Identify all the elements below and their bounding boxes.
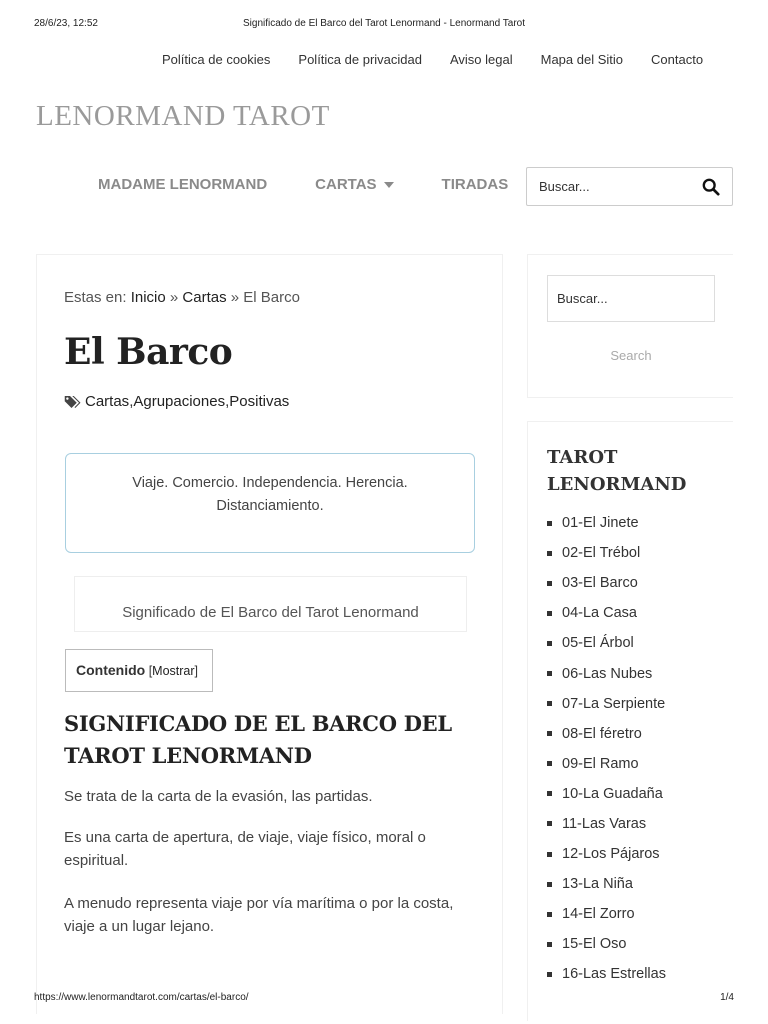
site-logo[interactable]: LENORMAND TAROT — [36, 100, 330, 132]
card-list — [547, 508, 666, 990]
nav-cartas[interactable] — [315, 176, 393, 193]
card-link[interactable]: 06-Las Nubes — [562, 665, 653, 682]
list-item — [547, 929, 666, 959]
nav-label: CARTAS — [315, 176, 377, 193]
top-links — [148, 52, 717, 67]
print-url: https://www.lenormandtarot.com/cartas/el-barco/ — [34, 992, 249, 1003]
link-privacy-policy[interactable]: Política de privacidad — [298, 52, 422, 67]
card-link[interactable]: 02-El Trébol — [562, 545, 641, 562]
main-nav — [74, 176, 532, 193]
list-item — [547, 959, 666, 989]
list-item — [547, 899, 666, 929]
card-link[interactable]: 14-El Zorro — [562, 906, 635, 923]
page-title: El Barco — [64, 331, 233, 373]
toc-bracket: [ — [145, 664, 153, 678]
link-legal-notice[interactable]: Aviso legal — [449, 52, 513, 67]
nav-madame-lenormand[interactable] — [98, 176, 267, 193]
paragraph: Se trata de la carta de la evasión, las partidas. — [64, 788, 373, 805]
card-link[interactable]: 16-Las Estrellas — [562, 966, 666, 983]
card-link[interactable]: 07-La Serpiente — [562, 695, 666, 712]
summary-box: Viaje. Comercio. Independencia. Herencia. Distanciamiento. — [65, 453, 475, 553]
bullet-icon — [547, 611, 552, 616]
link-contact[interactable]: Contacto — [651, 52, 704, 67]
paragraph: A menudo representa viaje por vía marítima o por la costa, viaje a un lugar lejano. — [64, 895, 454, 935]
main-content — [36, 254, 503, 1014]
sidebar-tarot-widget — [527, 421, 733, 1021]
card-link[interactable]: 10-La Guadaña — [562, 785, 663, 802]
widget-title: TAROT LENORMAND — [547, 447, 687, 495]
tag-link[interactable]: Positivas — [229, 393, 290, 410]
card-link[interactable]: 15-El Oso — [562, 936, 627, 953]
card-link[interactable]: 09-El Ramo — [562, 755, 639, 772]
link-sitemap[interactable]: Mapa del Sitio — [540, 52, 624, 67]
list-item — [547, 568, 666, 598]
list-item — [547, 809, 666, 839]
nav-tiradas[interactable] — [442, 176, 509, 193]
sidebar-search-button[interactable]: Search — [610, 348, 652, 363]
sidebar-search-input[interactable] — [547, 275, 715, 322]
subtitle-box: Significado de El Barco del Tarot Lenormand — [74, 576, 467, 632]
bullet-icon — [547, 671, 552, 676]
bullet-icon — [547, 521, 552, 526]
list-item — [547, 719, 666, 749]
table-of-contents — [65, 649, 213, 692]
toc-title: Contenido — [76, 662, 146, 678]
breadcrumb-current: El Barco — [243, 289, 300, 306]
breadcrumb-separator: » — [226, 289, 244, 306]
breadcrumb-cartas[interactable]: Cartas — [182, 289, 227, 306]
card-link[interactable]: 05-El Árbol — [562, 635, 634, 652]
bullet-icon — [547, 882, 552, 887]
header-search — [526, 167, 733, 206]
nav-label: TIRADAS — [441, 176, 509, 193]
print-page-number: 1/4 — [720, 992, 734, 1003]
paragraph: Es una carta de apertura, de viaje, viaje físico, moral o espiritual. — [64, 829, 426, 869]
card-link[interactable]: 13-La Niña — [562, 876, 633, 893]
bullet-icon — [547, 581, 552, 586]
list-item — [547, 869, 666, 899]
print-page-title: Significado de El Barco del Tarot Lenormand - Lenormand Tarot — [242, 18, 526, 29]
breadcrumb — [64, 289, 300, 306]
tags-icon — [64, 394, 82, 410]
tag-link[interactable]: Agrupaciones — [133, 393, 226, 410]
card-link[interactable]: 04-La Casa — [562, 605, 637, 622]
toc-toggle[interactable]: Mostrar — [152, 664, 195, 678]
caret-down-icon — [384, 182, 394, 188]
bullet-icon — [547, 641, 552, 646]
print-footer — [34, 992, 734, 1006]
card-link[interactable]: 03-El Barco — [562, 575, 638, 592]
list-item — [547, 779, 666, 809]
breadcrumb-separator: » — [165, 289, 183, 306]
card-link[interactable]: 08-El féretro — [562, 725, 642, 742]
list-item — [547, 628, 666, 658]
breadcrumb-home[interactable]: Inicio — [130, 289, 166, 306]
sidebar-search-widget — [527, 254, 733, 398]
print-datetime: 28/6/23, 12:52 — [34, 18, 98, 29]
card-link[interactable]: 11-Las Varas — [562, 815, 647, 832]
nav-label: MADAME LENORMAND — [98, 176, 268, 193]
link-cookies-policy[interactable]: Política de cookies — [162, 52, 271, 67]
list-item — [547, 508, 666, 538]
search-icon[interactable] — [702, 178, 720, 196]
card-link[interactable]: 12-Los Pájaros — [562, 846, 660, 863]
breadcrumb-prefix: Estas en: — [64, 289, 131, 306]
bullet-icon — [547, 942, 552, 947]
header-search-input[interactable] — [527, 168, 687, 205]
tag-separator: , — [225, 393, 230, 410]
toc-bracket: ] — [194, 664, 199, 678]
bullet-icon — [547, 821, 552, 826]
post-tags — [64, 393, 289, 410]
list-item — [547, 598, 666, 628]
bullet-icon — [547, 701, 552, 706]
bullet-icon — [547, 791, 552, 796]
section-heading: SIGNIFICADO DE EL BARCO DEL TAROT LENORMAND — [64, 711, 452, 768]
card-link[interactable]: 01-El Jinete — [562, 515, 639, 532]
bullet-icon — [547, 761, 552, 766]
bullet-icon — [547, 972, 552, 977]
list-item — [547, 839, 666, 869]
tag-link[interactable]: Cartas — [85, 393, 130, 410]
bullet-icon — [547, 551, 552, 556]
bullet-icon — [547, 852, 552, 857]
list-item — [547, 538, 666, 568]
list-item — [547, 658, 666, 688]
list-item — [547, 689, 666, 719]
tag-separator: , — [129, 393, 134, 410]
bullet-icon — [547, 912, 552, 917]
print-header — [34, 18, 734, 32]
bullet-icon — [547, 731, 552, 736]
list-item — [547, 749, 666, 779]
